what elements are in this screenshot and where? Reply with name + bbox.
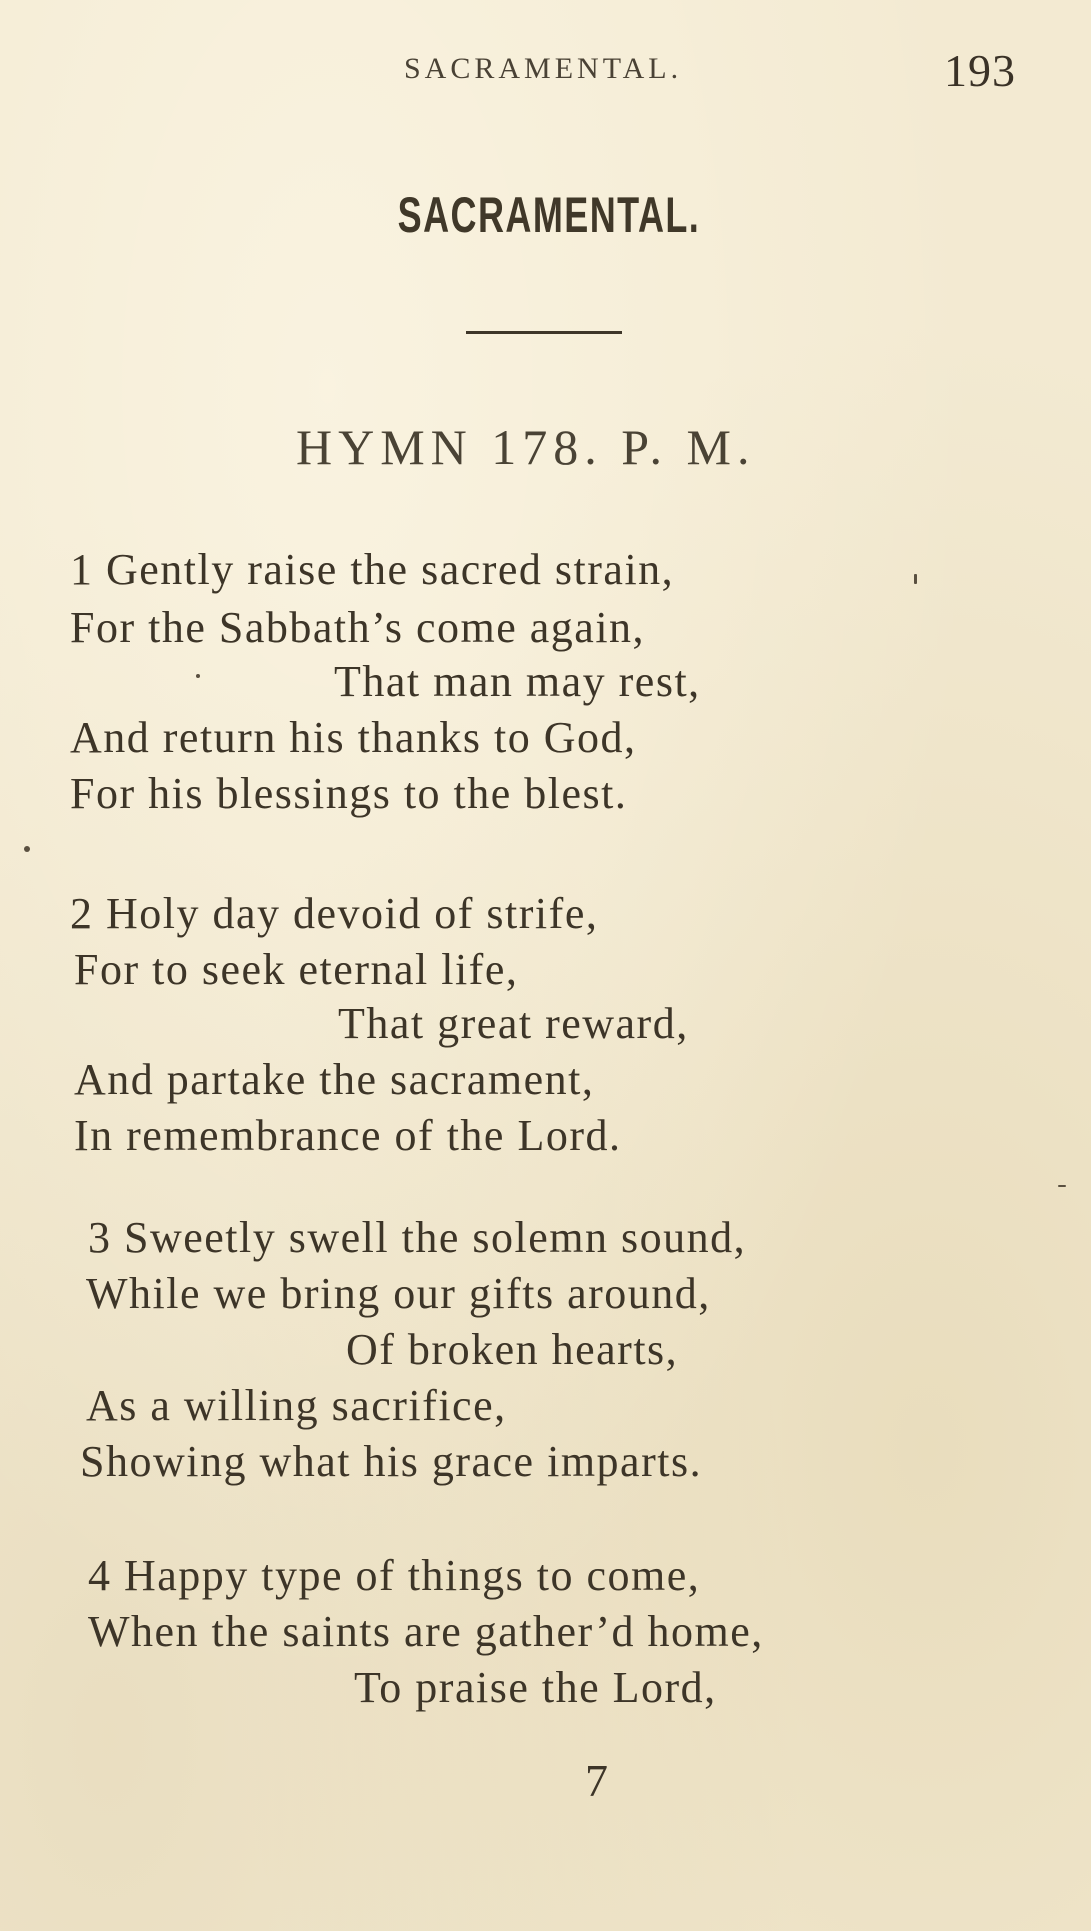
verse-line-indented: That great reward, — [338, 999, 689, 1048]
verse-line: For to seek eternal life, — [74, 945, 519, 994]
running-header: SACRAMENTAL. — [404, 52, 683, 85]
verse-line-indented: That man may rest, — [334, 657, 701, 706]
page-number: 193 — [944, 45, 1016, 96]
ink-speck — [1058, 1185, 1066, 1187]
verse-line: Showing what his grace imparts. — [80, 1437, 703, 1486]
verse-line: As a willing sacrifice, — [86, 1381, 507, 1430]
verse-line: 4 Happy type of things to come, — [88, 1551, 701, 1600]
section-title: SACRAMENTAL. — [397, 187, 701, 243]
verse-line: 3 Sweetly swell the solemn sound, — [88, 1213, 747, 1262]
signature-mark: 7 — [585, 1755, 608, 1806]
verse-line: For his blessings to the blest. — [70, 769, 628, 818]
verse-line-indented: To praise the Lord, — [354, 1663, 717, 1712]
ink-speck — [914, 574, 917, 584]
ink-speck — [24, 846, 30, 852]
verse-line: 2 Holy day devoid of strife, — [70, 889, 599, 938]
verse-line: And return his thanks to God, — [70, 713, 637, 762]
verse-line: For the Sabbath’s come again, — [70, 603, 646, 652]
title-rule — [466, 331, 622, 334]
hymn-heading: HYMN 178. P. M. — [296, 419, 756, 475]
verse-line: In remembrance of the Lord. — [74, 1111, 622, 1160]
verse-line: When the saints are gather’d home, — [88, 1607, 764, 1656]
verse-line: And partake the sacrament, — [74, 1055, 595, 1104]
verse-line-indented: Of broken hearts, — [346, 1325, 679, 1374]
ink-speck — [196, 674, 200, 678]
verse-line: While we bring our gifts around, — [86, 1269, 711, 1318]
verse-line: 1 Gently raise the sacred strain, — [70, 545, 675, 594]
